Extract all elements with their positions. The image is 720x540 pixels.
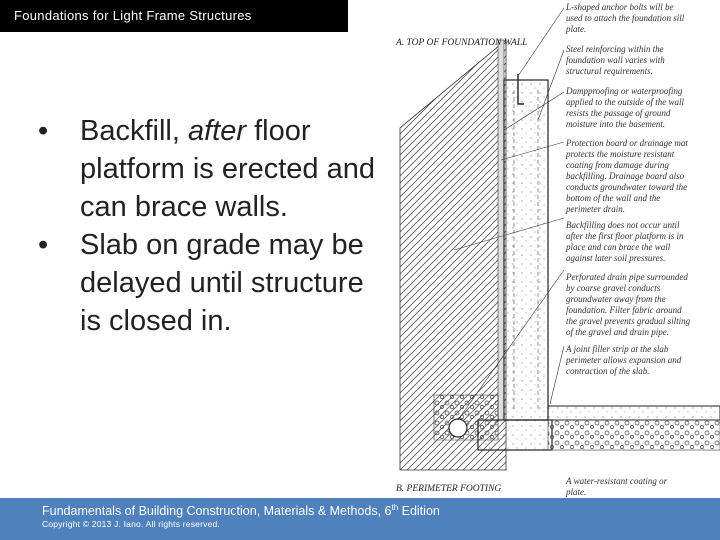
label-perimeter-footing: B. PERIMETER FOOTING <box>396 484 502 494</box>
bullet-list <box>30 112 390 340</box>
protection-board <box>498 40 504 420</box>
note-protection-board: Protection board or drainage mat protects the moisture resistant coating from damage during backfilling. Drainage board also conducts groundwater toward the bottom of the wall and the perimeter drain. <box>566 138 688 214</box>
foundation-drawing-svg <box>394 0 720 498</box>
note-anchor-bolts: L-shaped anchor bolts will be used to attach the foundation sill plate. <box>566 2 685 34</box>
foundation-wall <box>504 80 548 420</box>
bullet-marker: • <box>38 115 49 147</box>
footing <box>478 420 552 450</box>
footer-book-title: Fundamentals of Building Construction, Materials & Methods, 6th Edition <box>42 503 440 519</box>
foundation-section-drawing <box>394 0 720 498</box>
bullet-text-start: Backfill, <box>80 115 188 147</box>
footer-copyright: Copyright © 2013 J. Iano. All rights reserved. <box>42 519 220 529</box>
note-steel-reinforcing: Steel reinforcing within the foundation wall varies with structural requirements. <box>566 44 665 76</box>
slide-title: Foundations for Light Frame Structures <box>0 0 348 32</box>
note-dampproofing: Dampproofing or waterproofing applied to the outside of the wall resists the passage of ground moisture into the basement. <box>566 86 684 129</box>
note-drain-pipe: Perforated drain pipe surrounded by coarse gravel conducts groundwater away from the foundation. Filter fabric around the gravel prevents gradual silting of the gravel and drain pipe. <box>566 272 691 337</box>
bullet-item-backfill <box>30 112 390 226</box>
slab <box>548 406 720 420</box>
slide-footer <box>0 498 720 540</box>
bullet-item-slab <box>30 226 390 340</box>
note-water-resistant: A water-resistant coating or plate. <box>566 476 668 497</box>
label-top-of-wall: A. TOP OF FOUNDATION WALL <box>396 38 528 48</box>
note-backfilling: Backfilling does not occur until after the first floor platform is in place and can brace the wall against later soil pressures. <box>566 220 684 263</box>
bullet-text: Slab on grade may be delayed until structure is closed in. <box>80 229 364 337</box>
bullet-text-end: floor platform is erected and can brace walls. <box>80 115 375 223</box>
drain-pipe <box>449 419 467 437</box>
bullet-text-emphasis: after <box>187 115 247 147</box>
note-joint-filler: A joint filler strip at the slab perimeter allows expansion and contraction of the slab. <box>566 344 682 376</box>
bullet-marker: • <box>38 229 49 261</box>
slab-gravel <box>548 420 720 450</box>
